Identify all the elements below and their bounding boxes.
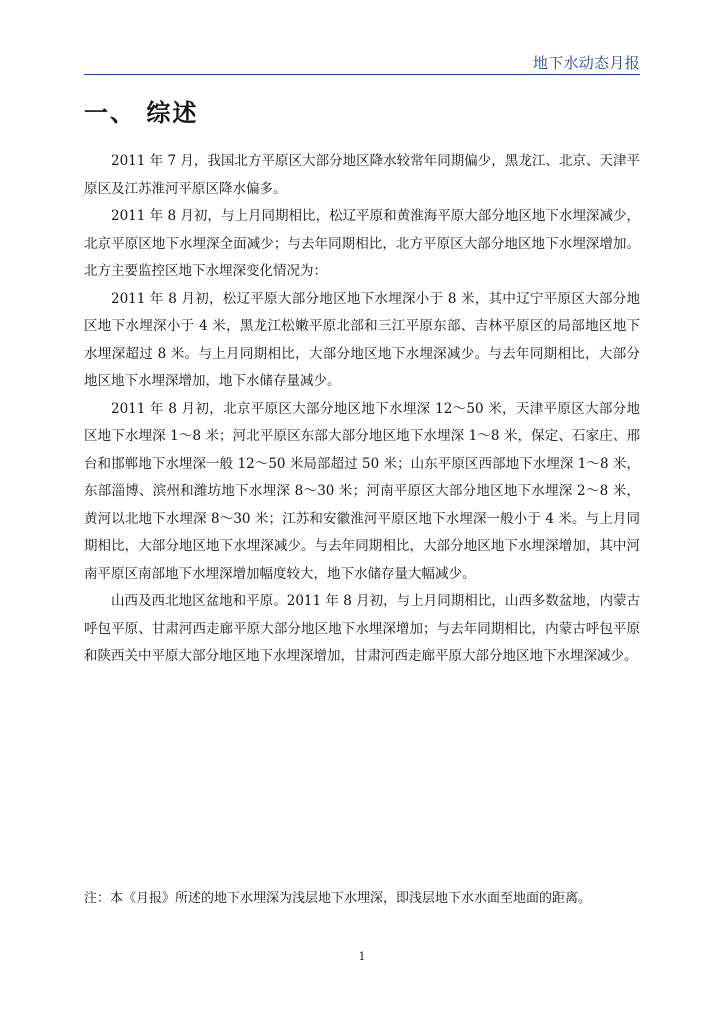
body-text bbox=[84, 148, 640, 671]
paragraph: 2011 年 8 月初，北京平原区大部分地区地下水埋深 12～50 米，天津平原区大部分地区地下水埋深 1～8 米；河北平原区东部大部分地区地下水埋深 1～8 米，保定、石家庄、邢台和邯郸地下水埋深一般 12～50 米局部超过 50 米；山东平原区西部地下水埋深 1～8 米，东部淄博、滨州和潍坊地下水埋深 8～30 米；河南平原区大部分地区地下水埋深 2～8 米，黄河以北地下水埋深 8～30 米；江苏和安徽淮河平原区地下水埋深一般小于 4 米。与上月同期相比，大部分地区地下水埋深减少。与去年同期相比，大部分地区地下水埋深增加，其中河南平原区南部地下水埋深增加幅度较大，地下水储存量大幅减少。 bbox=[84, 400, 640, 582]
footnote: 注：本《月报》所述的地下水埋深为浅层地下水埋深，即浅层地下水水面至地面的距离。 bbox=[84, 891, 592, 906]
paragraph: 2011 年 8 月初，与上月同期相比，松辽平原和黄淮海平原大部分地区地下水埋深减少，北京平原区地下水埋深全面减少；与去年同期相比，北方平原区大部分地区地下水埋深增加。北方主要监控区地下水埋深变化情况为： bbox=[84, 208, 640, 279]
page-number: 1 bbox=[358, 950, 366, 963]
header-rule bbox=[84, 74, 640, 75]
paragraph: 2011 年 7 月，我国北方平原区大部分地区降水较常年同期偏少，黑龙江、北京、天津平原区及江苏淮河平原区降水偏多。 bbox=[84, 153, 640, 197]
paragraph: 山西及西北地区盆地和平原。2011 年 8 月初，与上月同期相比，山西多数盆地，内蒙古呼包平原、甘肃河西走廊平原大部分地区地下水埋深增加；与去年同期相比，内蒙古呼包平原和陕西关中平原大部分地区地下水埋深增加，甘肃河西走廊平原大部分地区地下水埋深减少。 bbox=[84, 593, 640, 664]
paragraph: 2011 年 8 月初，松辽平原大部分地区地下水埋深小于 8 米，其中辽宁平原区大部分地区地下水埋深小于 4 米，黑龙江松嫩平原北部和三江平原东部、吉林平原区的局部地区地下水埋深超过 8 米。与上月同期相比，大部分地区地下水埋深减少。与去年同期相比，大部分地区地下水埋深增加，地下水储存量减少。 bbox=[84, 290, 640, 389]
section-title: 一、 综述 bbox=[84, 99, 199, 127]
header-title: 地下水动态月报 bbox=[532, 54, 640, 72]
